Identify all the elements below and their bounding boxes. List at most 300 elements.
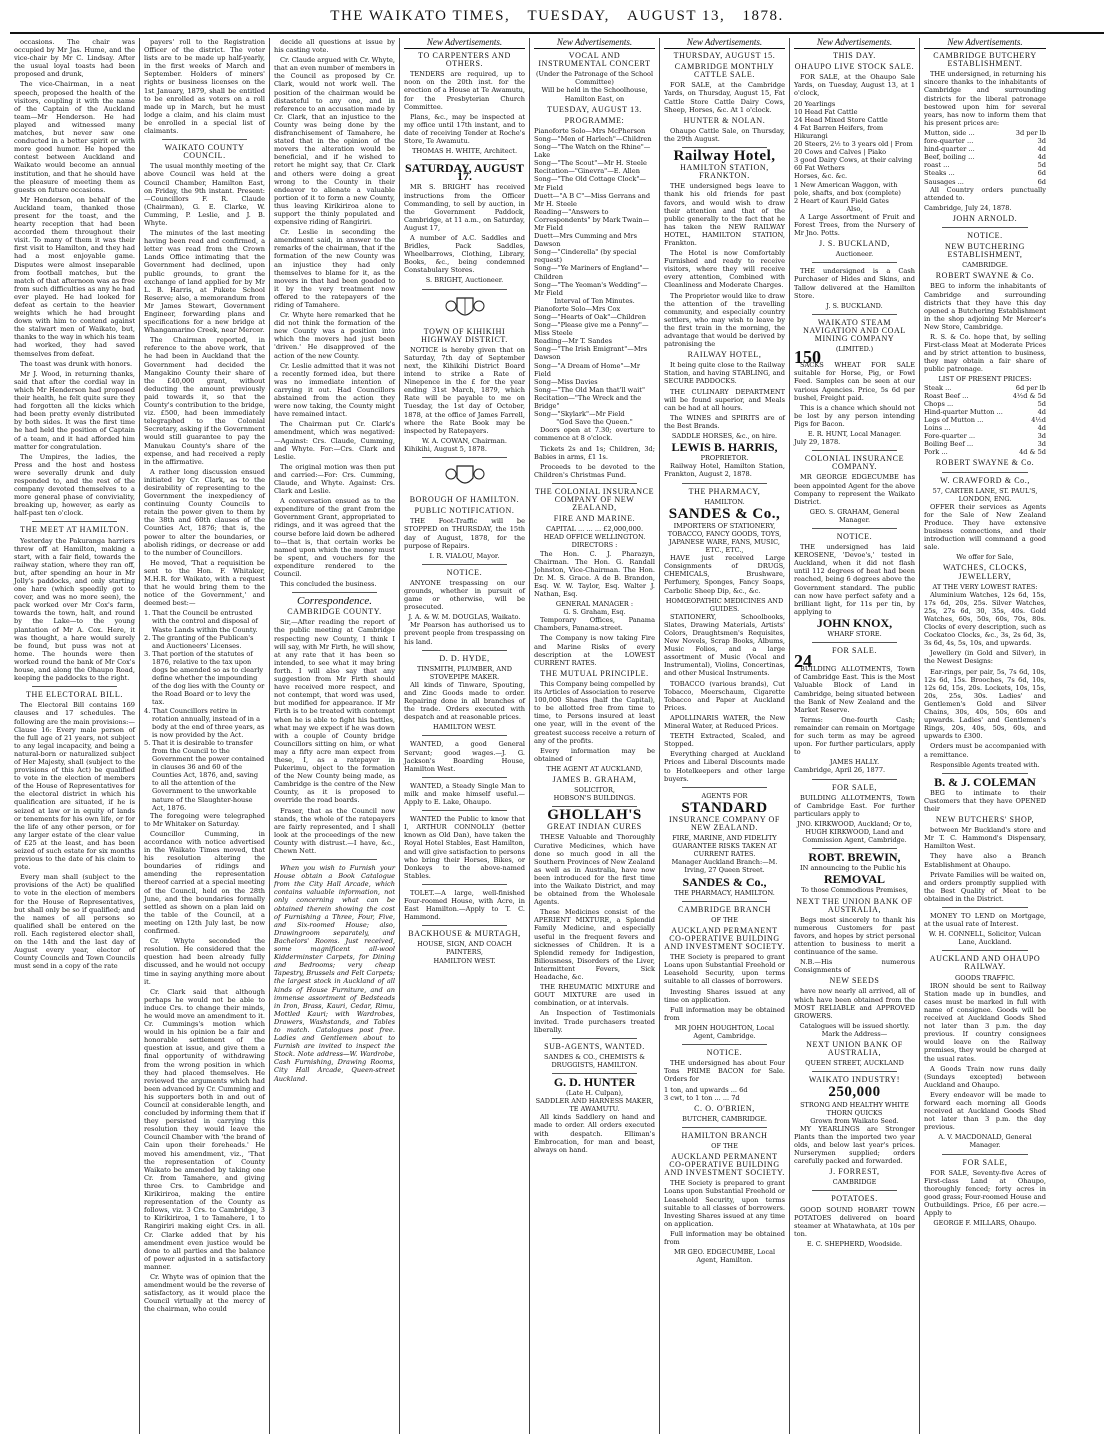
price-item: Beef, boiling ... <box>924 153 975 162</box>
divider <box>812 1071 897 1072</box>
price-row <box>924 153 1046 161</box>
ad-text: All Country orders punctually attended to. <box>924 185 1046 202</box>
ad-text: Auctioneer. <box>835 250 874 259</box>
column-7 <box>790 38 920 1434</box>
price-row <box>924 392 1046 400</box>
ad-text: THE AGENT AT AUCKLAND, <box>546 764 643 773</box>
programme-item: Song—"The Irish Emigrant"—Mrs Dawson <box>534 345 648 362</box>
ad-text: Full information may be obtained from <box>664 1229 785 1246</box>
ad-heading: TOWN OF KIHIKIHI HIGHWAY DISTRICT. <box>421 326 508 344</box>
ad-text: Everything charged at Auckland Prices and Liberal Discounts made to Hotelkeepers and other large buyers. <box>664 750 785 783</box>
column-header: New Advertisements. <box>664 38 785 49</box>
ad-subheading: PUBLIC NOTIFICATION. <box>414 506 515 516</box>
ad-text: FOR SALE, at the Cambridge Yards, on Thursday, August 15, Fat Cattle Store Cattle Dairy Cows, Sheep, Horses, &c. At 1 o'clock. <box>664 81 785 114</box>
ad-text: WHARF STORE. <box>827 630 882 638</box>
column-4 <box>400 38 530 1434</box>
ad-text: These Medicines consist of the APERIENT MIXTURE, a Splendid Family Medicine, and especially useful in the frequent fevers and sicknesses of Children. It is a Splendid remedy for Indigestion, Biliousness, Disorders of the Liver, Intermittent Fevers, Sick Headache, &c. <box>534 908 655 982</box>
price-value: 3d per lb <box>1015 128 1046 137</box>
list-item: 3. That portion of the statutes of 1876, relative to the tax upon dogs be amended so as to clearly define whether the impounding of the dog lies with the County or the Road Board or to levy the tax. <box>144 649 265 707</box>
masthead-date: AUGUST 13, <box>627 8 726 24</box>
ad-heading: J. S. BUCKLAND, <box>818 239 890 249</box>
ad-heading: ROBERT SWAYNE & Co. <box>935 458 1035 468</box>
divider <box>942 1154 1028 1155</box>
ad-text: Ear-rings, per pair, 5s, 7s 6d, 10s, 12s 6d, 15s. Brooches, 7s 6d, 10s, 12s 6d, 15s, 20s. Lockets, 10s, 15s, 20s, 25s, 30s. Ladies' and Gentlemen's Gold and Silver Chains, 30s, 40s, 50s, 60s and upwards. Ladies' and Gentlemen's Rings, 20s, 40s, 50s, 60s, and upwards to £300. <box>924 667 1046 741</box>
ad-text: Plans, &c., may be inspected at my office until 17th instant, and to date of receiving Tender at Roche's Store, Te Awamutu. <box>404 112 525 146</box>
ad-heading: SUB-AGENTS, WANTED. <box>544 1041 645 1051</box>
ad-text: (LIMITED.) <box>835 345 874 354</box>
ad-text: A. V. MACDONALD, General Manager. <box>938 1133 1032 1150</box>
price-row <box>924 145 1046 153</box>
divider <box>422 884 507 885</box>
divider <box>422 289 507 290</box>
ad-text: MR JOHN HOUGHTON, Local Agent, Cambridge. <box>674 1023 775 1041</box>
ad-heading: VOCAL AND INSTRUMENTAL CONCERT <box>538 51 651 69</box>
ad-text: HAVE just received Large Consignments of DRUGS, CHEMICALS, Brushware, Perfumery, Sponges, Fancy Soaps, Carbolic Sheep Dip, &c., &c. <box>664 554 785 595</box>
ad-heading: NOTICE. <box>836 531 873 541</box>
programme-item: Song—"The Watch on the Rhine"—Lake <box>534 143 651 160</box>
programme-item: Song—"A Dream of Home"—Mr Field <box>534 361 640 378</box>
ad-text: GEORGE F. MILLARS, Ohaupo. <box>933 1219 1037 1228</box>
ad-text: All kinds Saddlery on hand and made to order. All orders executed with despatch. Elliman's Embrocation, for man and beast, always on hand. <box>534 1113 655 1154</box>
programme-item: Reading—"Answers to Correspondents" by Mark Twain—Mr Field <box>534 207 650 232</box>
ad-text: Grown from Waikato Seed. <box>810 1116 899 1125</box>
ad-subheading: NEXT THE UNION BANK OF AUSTRALIA, <box>796 896 913 914</box>
programme-item: Song—"The Yeoman's Wedding"—Mr Field <box>534 280 648 297</box>
programme-item: Reading—Mr T. Sandes <box>534 337 613 346</box>
ad-text: R. S. & Co. hope that, by selling First-class Meat at Moderate Prices and by strict attention to business, they may obtain a fair share of public patronage. <box>924 333 1046 374</box>
ad-signature: THOMAS H. WHITE, Architect. <box>411 147 518 156</box>
ad-text: They have also a Branch Establishment at Ohaupo. <box>924 852 1046 869</box>
programme-item: Pianoforte Solo—Mrs McPherson <box>534 126 646 135</box>
ad-text: GENERAL MANAGER : <box>555 600 634 609</box>
divider <box>812 779 897 780</box>
stock-item: 20 Steers, 2½ to 3 years old | From <box>794 140 913 149</box>
coat-of-arms-icon <box>404 462 525 492</box>
divider <box>422 810 507 811</box>
programme-item: Recitation—"The Wreck and the Bridge" <box>534 393 642 411</box>
divider <box>942 773 1028 774</box>
ad-text: SADDLE HORSES, &c., on hire. <box>671 432 778 441</box>
ad-text: GEO. S. GRAHAM, General Manager. <box>809 507 900 524</box>
ad-heading: WAIKATO STEAM NAVIGATION AND COAL MINING COMPANY <box>803 317 906 343</box>
ad-text: E. R. HUNT, Local Manager. <box>807 430 902 439</box>
ad-subheading: TINSMITH, PLUMBER, AND STOVEPIPE MAKER. <box>416 664 512 681</box>
stock-item: 2 Heart of Kauri Field Gates <box>794 196 889 205</box>
ad-text: Responsible Agents treated with. <box>930 760 1040 769</box>
divider <box>162 139 247 140</box>
ad-heading: JAMES B. GRAHAM, <box>552 774 637 784</box>
article-paragraph: A rather long discussion ensued initiated by Cr. Clark, as to the desirability of representing to the Government the inexpediency of continuing County Councils to retain the power given to them by the 38th and 60th clauses of the Counties Act, 1876; that is, the power to alter the boundaries, or abolish ridings, or decrease or add to the number of Councillors. <box>144 467 265 557</box>
divider <box>812 1190 897 1191</box>
article-paragraph: He moved, 'That a requisition be sent to the Hon. F. Whitaker, M.H.R. for Waikato, with a request that he would bring them to the notice of the Government,' and deemed best:— <box>144 558 265 608</box>
ad-signature: HAMILTON WEST. <box>432 723 496 732</box>
price-row <box>924 178 1046 186</box>
ad-text: WANTED, a Steady Single Man to milk and make himself useful.—Apply to E. Lake, Ohaupo. <box>404 781 525 807</box>
article-paragraph: This concluded the business. <box>280 580 377 589</box>
divider <box>552 483 637 484</box>
article-paragraph: Mr J. Wood, in returning thanks, said that after the cordial way in which Mr Henderson had proposed their health, he felt quite sure they had forgotten all the kicks which had been pretty evenly distributed by both sides. It was the first time he had held the position of Captain of a team, and it had afforded him matter for congratulation. <box>14 369 135 451</box>
divider <box>812 262 897 263</box>
ad-text: IN announcing to the Public his <box>800 864 906 873</box>
ad-text: (Late H. Culpan), <box>565 1089 624 1098</box>
ad-heading: CAMBRIDGE BRANCH <box>678 904 771 914</box>
ad-subheading: HAMILTON STATION, FRANKTON. <box>680 163 769 181</box>
article-paragraph: The Electoral Bill contains 169 clauses and 17 schedules. The following are the main provisions:—Clause 16: Every male person of the full age of 21 years, not subject to any legal incapacity, and being a natural-born or naturalized subject of Her Majesty, shall (subject to the provisions of this Act) be qualified to vote in the election of members of the House of Representatives for the electoral district in which his qualification are situated, if he is seized at law or in equity of lands or tenements for his own life, or for the life of any other person, or for any larger estate of the clear value of £25 at the least, and has been seized of such estate for six months previous to the date of his claim to vote. <box>14 701 135 872</box>
letter-paragraph: Sir,—After reading the report of the public meeting at Cambridge respecting new County, I think I will say, with Mr Firth, he will show, at any rate that it has been so intended, to see what it may bring forth. I will also say that any suggestion from Mr Firth should have received more respect, and not contempt, that word was used, but modified for appearance. If Mr Firth is to be treated with contempt when he is able to fight his battles, what may we expect if he was down with a couple of County bridge Councillors sitting on him, or what may a fifty acre man expect from these, I, as a ratepayer in Pukerimu, object to the formation of the New County being made, as Cambridge is the centre of the New County, as it is proposed to override the road boards. <box>274 618 395 805</box>
ad-heading: WAIKATO INDUSTRY! <box>808 1075 901 1085</box>
ad-text: TOBACCO (various brands), Cut Tobacco, Meerschaum, Cigarette Tobacco and Paper at Auckland Prices. <box>664 679 785 712</box>
ad-heading: J. FORREST, <box>829 1167 880 1177</box>
ad-text: THE Society is prepared to grant Loans upon Substantial Freehold or Leasehold Security, upon terms suitable to all classes of borrowers. <box>664 953 785 986</box>
ad-text: An Inspection of Testimonials invited. Trade purchasers treated liberally. <box>534 1009 655 1034</box>
ad-text: The Hotel is now Comfortably Furnished and ready to receive visitors, where they will receive every attention, Combined with Cleanliness and Moderate Charges. <box>664 249 785 290</box>
masthead <box>10 6 1104 34</box>
price-row <box>924 161 1046 169</box>
divider <box>422 650 507 651</box>
ad-text: E. C. SHEPHERD, Woodside. <box>806 1239 903 1248</box>
ad-heading: COLONIAL INSURANCE COMPANY. <box>804 454 905 472</box>
divider <box>552 1073 637 1074</box>
column-header: New Advertisements. <box>404 38 525 49</box>
programme-item: Song—"The Scout"—Mr H. Steele <box>534 159 647 168</box>
ad-text: THE undersigned begs leave to thank his old friends for past favors, and would wish to draw their attention and that of the public generally to the fact that he has taken the NEW RAILWAY HOTEL, HAMILTON STATION, Frankton. <box>664 182 785 247</box>
programme-item: Song—"The Old Cottage Clock"—Mr Field <box>534 175 646 192</box>
ad-signature: S. BRIGHT, Auctioneer. <box>425 276 504 285</box>
letter-paragraph: Fraser, that as the Council now stands, the whole of the ratepayers are fairly represented, and I shall look at the proceedings of the new County with distrust.—I have, &c., Chewn Nett. <box>274 806 395 855</box>
ad-heading: B. & J. COLEMAN <box>934 774 1036 789</box>
divider <box>32 521 117 522</box>
column-2 <box>140 38 270 1434</box>
price-row <box>924 137 1046 145</box>
ad-text: THE undersigned has about Four Tons PRIME BACON for Sale. Orders for <box>664 1059 785 1084</box>
stock-item: Horses, &c. &c. <box>794 172 848 181</box>
ad-text: J. S. BUCKLAND. <box>826 301 883 310</box>
ad-subheading: OHAUPO LIVE STOCK SALE. <box>794 62 915 72</box>
price-item: Legs of Mutton ... <box>924 415 984 424</box>
ad-signature: I. R. VIALOU, Mayor. <box>429 551 500 560</box>
price-item: Fore-quarter ... <box>924 432 976 441</box>
price-value: 4d <box>1037 407 1046 416</box>
divider <box>682 483 767 484</box>
ad-subheading: WATCHES, CLOCKS, JEWELLERY, <box>942 563 1028 581</box>
ad-text: STATIONERY, Schoolbooks, Slates, Drawing Materials, Artists' Colors, Draughtsmen's Requisites, New Novels, Scrap Books, Albums, Music Folios, and a large assortment of Music (Vocal and Instrumental), Violins, Concertinas, and other Musical Instruments. <box>664 612 785 678</box>
ad-text: between Mr Buckland's store and Mr T. C. Hammond's Dispensary, Hamilton West. <box>924 826 1046 851</box>
ad-text: SOLICITOR, <box>574 786 615 795</box>
ad-text: It being quite close to the Railway Station, and having STABLING, and SECURE PADDOCKS. <box>664 361 785 386</box>
ad-text: Mr Pearson has authorised us to prevent people from trespassing on his land. <box>404 621 525 646</box>
ad-text: Catalogues will be issued shortly. <box>799 1021 910 1030</box>
ad-text: Terms: One-fourth Cash; remainder can remain on Mortgage for such term as may be agreed upon. For further particulars, apply to <box>794 715 915 757</box>
ad-subheading: (Under the Patronage of the School Committee) <box>535 70 654 87</box>
ad-text: STRONG AND HEALTHY WHITE THORN QUICKS <box>800 1100 909 1117</box>
divider <box>812 528 897 529</box>
divider <box>422 564 507 565</box>
price-value: 6d per lb <box>1015 383 1046 392</box>
masthead-title: THE WAIKATO TIMES, <box>330 8 511 24</box>
price-value: 6d <box>1037 177 1046 186</box>
ad-text: Jewellery (in Gold and Silver), in the Newest Designs: <box>924 649 1046 666</box>
price-item: Hind-quarter Mutton ... <box>924 407 1003 416</box>
article-paragraph: Mr Henderson, on behalf of the Auckland team, thanked those present for the toast, and the hearty reception that had been accorded them throughout their visit. To many of them it was their first visit to Hamilton, and they had had a most enjoyable game. Disputes were almost inseparable from football matches, but the match of that afternoon was as free from such difficulties as any he had ever played. He had looked for defeat as certain to the heavier weights which he had brought down with him to contend against the stalwart men of Waikato, but, thanks to the way in which his team had worked, they had saved themselves from defeat. <box>14 195 135 358</box>
price-row <box>924 384 1046 392</box>
divider <box>552 1038 637 1039</box>
ad-text: NOTICE is hereby given that on Saturday, 7th day of September next, the Kihikihi District Board intend to strike a Rate of Ninepence in the £ for the year ending 31st March, 1879, which Rate will be payable to me on Tuesday, the 1st day of October, 1878, at the office of James Farrell, where the Rate Book may be inspected by Ratepayers. <box>404 345 525 435</box>
ad-text: MR GEORGE EDGECUMBE has been appointed Agent for the above Company to represent the Waikato District. <box>794 473 915 506</box>
ad-subheading: AUCKLAND PERMANENT CO-OPERATIVE BUILDING AND INVESTMENT SOCIETY. <box>664 925 785 952</box>
ad-subheading: PROGRAMME: <box>564 115 625 125</box>
divider <box>292 859 377 860</box>
article-paragraph: occasions. The chair was occupied by Mr Jas. Hume, and the vice-chair by Mr C. Lindsay. After the usual loyal toasts had been proposed and drunk, <box>14 38 135 79</box>
ad-subheading: RAILWAY HOTEL, <box>687 350 762 360</box>
ad-heading: ROBERT SWAYNE & Co. <box>935 271 1035 281</box>
ad-text: BEG to intimate to their Customers that they have OPENED their <box>924 788 1046 813</box>
ad-text: SADDLER AND HARNESS MAKER, <box>535 1097 654 1106</box>
ad-text: Railway Hotel, Hamilton Station, Frankton, August 2, 1878. <box>664 462 785 479</box>
column-header: New Advertisements. <box>794 38 915 49</box>
stock-item: 20 Yearlings <box>794 99 836 108</box>
ad-heading: THURSDAY, AUGUST 15. <box>673 51 776 61</box>
ad-text: Aluminium Watches, 12s 6d, 15s, 17s 6d, 20s, 25s. Silver Watches, 25s, 27s 6d, 30, 35s, 40s. Gold Watches, 60s, 50s, 60s, 70s, 80s. Clocks of every description, such as Cockatoo Clocks, &c., 3s, 2s 6d, 3s, 3s 6d, 4s, 5s, 10s, and upwards. <box>924 590 1046 648</box>
ad-text: Will be held in the Schoolhouse, Hamilton East, on <box>541 86 648 103</box>
divider <box>812 450 897 451</box>
article-paragraph: Cr. Whyte seconded the resolution. He considered that the question had been already fully discussed, and he would not occupy time in saying anything more about it. <box>144 937 265 986</box>
price-value: 3d <box>1037 432 1046 441</box>
price-item: Steaks ... <box>924 169 955 178</box>
ad-heading: C. O. O'BRIEN, <box>694 1103 755 1113</box>
price-item: hind-quarter ... <box>924 145 975 154</box>
programme-item: Song—"Men of Harlech"—Children <box>534 134 652 143</box>
ad-text: W. H. CONNELL, Solicitor, Vulcan Lane, Auckland. <box>928 930 1042 947</box>
ad-text: GOOD SOUND HOBART TOWN POTATOES delivered on board steamer at Whatawhata, at 10s per ton. <box>794 1205 915 1238</box>
column-header: New Advertisements. <box>534 38 655 49</box>
programme-item: Song—"The Old Man that'll wait" <box>534 385 646 394</box>
ad-subheading: NEW BUTCHERS' SHOP, <box>935 815 1035 825</box>
divider <box>682 787 767 788</box>
ad-text: THE CULINARY DEPARTMENT will be found superior, and Meals can be had at all hours. <box>664 387 785 412</box>
ad-text: THE undersigned has laid KEROSENE, 'Devoe's,' tested in Auckland, when it did not flash until 112 degrees of heat had been reached, being 6 degrees above the Government standard. The public can now have perfect safety and a brilliant light, for 11s per tin, by applying to <box>794 543 915 616</box>
stock-item: 20 Cows and Calves | Piako <box>794 148 887 157</box>
divider <box>292 592 377 593</box>
ad-text: Temporary Offices, Panama Chambers, Panama-street. <box>534 616 655 633</box>
ad-heading: GHOLLAH'S <box>547 807 642 824</box>
price-item: Roast Beef ... <box>924 391 969 400</box>
ad-heading: HAMILTON BRANCH <box>681 1130 768 1140</box>
programme-item: Pianoforte Solo—Mrs Cox <box>534 304 621 313</box>
article-paragraph: Cr. Clark said that although perhaps he would not be able to induce Crs. to change their minds, he would move an amendment to it. Cr. Cummings's motion which would in his opinion be a fair and honorable settlement of the question at issue, and give them a final opportunity of withdrawing from the wrong position in which they had placed themselves. He reviewed the arguments which had been advanced by Cr. Cumming and his supporters both in and out of Council at considerable length, and concluded by informing them that if they persisted in carrying this resolution they would leave the Council Chamber with 'the brand of Cain upon their foreheads.' He moved his amendment, viz., 'That the representation of County Waikato be amended by taking one Cr. from Tamahere, and giving three Crs. to Cambridge and Kirikiriroa, making the entire representation of the County as follows, viz. 3 Crs. to Cambridge, 3 to Kirikiriroa, 1 to Tamahere, 1 to Rangiriri making eight Crs. in all. Cr. Clarke added that by his amendment even justice would be done to all parties and the balance of power adjusted in a satisfactory manner. <box>144 987 265 1271</box>
ad-subheading: GOODS TRAFFIC. <box>955 973 1015 982</box>
article-heading: THE MEET AT HAMILTON. <box>20 525 129 535</box>
ad-text: Doors open at 7.30; overture to commence at 8 o'clock. <box>534 426 655 443</box>
ad-text: HAMILTON. <box>704 497 745 506</box>
divider <box>682 1127 767 1128</box>
price-item: Mutton, side ... <box>924 128 975 137</box>
article-paragraph: The Umpires, the ladies, the Press and the host and hostess were severally drunk and duly responded to, and the rest of the company devoted themselves to a more general phase of conviviality, breaking up, however, as early as half-past ten o'clock. <box>14 452 135 518</box>
furnishing-notice: When you wish to Furnish your House obtain a Book Catalogue from the City Hall Arcade, which contains valuable information, not only concerning what can be obtained therein showing the cost of Furnishing a Three, Four, Five, and Six-roomed House; also, Drawingroom separately, and Bachelors' Rooms. Just received, some magnificent all-wool Kidderminster Carpets, for Dining and Bedrooms; very cheap Tapestry, Brussels and Felt Carpets; the largest stock in Auckland of all kinds of House Furniture, and an immense assortment of Bedsteads in Iron, Brass, Kauri, Cedar, Rimu, Mottled Kauri; with Wardrobes, Drawers, Washstands, and Tables to match. Catalogues post free. Ladies and Gentlemen about to Furnish are invited to inspect the Stock. Note address—W. Wardrobe, Cash Furnishing, Drawing Rooms, City Hall Arcade, Queen-street Auckland. <box>274 864 395 1083</box>
ad-text: CAPITAL ... ... ... £2,000,000. <box>545 525 644 534</box>
ad-text: MONEY TO LEND on Mortgage, at the usual rate of Interest. <box>924 912 1046 929</box>
article-paragraph: The foregoing were telegraphed to Mr Whitaker on Saturday. <box>144 811 265 828</box>
article-heading: THE ELECTORAL BILL. <box>26 690 123 700</box>
ad-heading: JOHN ARNOLD. <box>952 213 1018 223</box>
ad-text: Begs most sincerely to thank his numerous Customers for past favors, and hopes by strict personal attention to business to merit a continuance of the same. <box>794 915 915 957</box>
ad-heading: FOR SALE. <box>832 646 877 656</box>
ad-subheading: HOUSE, SIGN, AND COACH PAINTERS, <box>417 940 512 957</box>
ad-heading: FOR SALE, <box>832 782 877 792</box>
ad-signature: W. A. COWAN, Chairman. <box>422 436 507 445</box>
ad-text: Orders must be accompanied with a remittance. <box>924 742 1046 759</box>
ad-text: BUILDING ALLOTMENTS, Town of Cambridge East. This is the Most Valuable Block of Land in Cambridge, being situated between the Bank of New Zealand and the Market Reserve. <box>794 665 915 714</box>
article-paragraph: Cr. Leslie in seconding the amendment said, in answer to the remarks of the chairman, that if the formation of the new County was an injustice they had only themselves to blame for it, as the movers in that had been goaded to it by the very treatment now offered to the ratepayers of the riding of Tamahere. <box>274 228 395 309</box>
ad-text: Proceeds to be devoted to the Children's Christmas Fund. <box>534 462 655 479</box>
ad-text: SACKS WHEAT FOR SALE suitable for Horse, Pig, or Fowl Feed. Samples can be seen at our various Agencies. Price, 5s 6d per bushel, Freight paid. <box>794 361 915 402</box>
price-item: Chops ... <box>924 399 954 408</box>
article-paragraph: The minutes of the last meeting having been read and confirmed, a letter was read from the Crown Lands Office intimating that the Government had declined, upon public grounds, to grant the exchange of land applied for by Mr L. B. Harris, at Pukete School Reserve; also, a memorandum from Mr James Stewart, Government Engineer, forwarding plans and specifications for a new bridge at Whangamarino Creek, near Mercer. <box>144 229 265 335</box>
column-header: New Advertisements. <box>924 38 1046 49</box>
price-value: 5d <box>1037 161 1046 170</box>
ad-text: A Goods Train now runs daily (Sundays excepted) between Auckland and Ohaupo. <box>924 1064 1046 1089</box>
ad-heading: SANDES & Co., <box>668 505 781 522</box>
ad-text: THE Society is prepared to grant Loans upon Substantial Freehold or Leasehold Security, upon terms suitable to all classes of borrowers. Investing Shares issued at any time on application. <box>664 1179 785 1228</box>
ad-subheading: CAMBRIDGE MONTHLY CATTLE SALE. <box>674 62 775 80</box>
ad-text: This Company being compelled by its Articles of Association to reserve 100,000 Shares (half the Capital), to be allotted free from time to time, to Persons insured at least one year, will in the event of the greatest success receive a return of any of the profits. <box>534 679 655 745</box>
ad-heading: W. CRAWFORD & Co., <box>940 475 1030 485</box>
ad-heading: POTATOES. <box>831 1194 878 1204</box>
ad-text: The Company is now taking Fire and Marine Risks of every description at the LOWEST CURRENT RATES. <box>534 634 655 667</box>
article-paragraph: The Chairman put Cr. Clark's amendment, which was negatived:—Against: Crs. Claude, Cumming, and Whyte. For:—Crs. Clark and Leslie. <box>274 420 395 461</box>
article-paragraph: Cr. Whyte here remarked that he did not think the formation of the new County was a position into which the movers had just been 'driven.' He disapproved of the action of the new County. <box>274 311 395 360</box>
programme-item: Duett—"A B C"—Miss Gerrans and Mr H. Steele <box>534 191 651 208</box>
ad-text: WANTED, a good General Servant; good wages.—J. G. Jackson's Boarding House, Hamilton West. <box>404 740 525 773</box>
price-value: 4½d & 5d <box>1012 391 1046 400</box>
divider <box>422 457 507 458</box>
article-paragraph: Cr. Leslie admitted that it was not a recently formed idea, but there was no immediate intention of carrying it out. Had Councillors abstained from the action they were now taking, the County might have remained intact. <box>274 361 395 419</box>
column-8 <box>920 38 1050 1434</box>
ad-heading: THIS DAY. <box>833 51 876 61</box>
stock-item: 24 Head Mixed Store Cattle <box>794 115 888 124</box>
divider <box>682 901 767 902</box>
ad-heading: TUESDAY, AUGUST 13. <box>547 104 642 114</box>
price-row <box>924 129 1046 137</box>
ad-text: THE PHARMACY, HAMILTON. <box>674 888 775 897</box>
price-item: Steak ... <box>924 383 952 392</box>
programme-item: Song—"Cinderella" (by special request) <box>534 248 637 265</box>
divider <box>942 950 1028 951</box>
ad-text: THESE Valuable and Thoroughly Curative Medicines, which have done so much good in all the Southern Provinces of New Zealand as well as in Australia, have now been introduced for the first time into the Waikato District, and may be obtained from the Wholesale Agents. <box>534 833 655 907</box>
divider <box>812 642 897 643</box>
ad-heading: HUNTER & NOLAN. <box>683 115 766 125</box>
ad-heading: BOROUGH OF HAMILTON. <box>409 495 520 505</box>
article-paragraph: The vice-Chairman, in a neat speech, proposed the health of the visitors, coupling it with the name of the Captain of the Auckland team—Mr Henderson. He had played and witnessed many matches, but never saw one conducted in a better spirit or with more good humor. He hoped the contest between Auckland and Waikato would become an annual institution, and that he should have the pleasure of meeting them as guests on future occasions. <box>14 80 135 194</box>
price-value: 4d <box>1037 153 1046 162</box>
price-row <box>924 169 1046 177</box>
ad-subheading: NEW SEEDS <box>829 976 880 986</box>
ad-text: A number of A.C. Saddles and Bridles, Pack Saddles, Wheelbarrows, Clothing, Library, Books, &c., being condemned Constabulary Stores. <box>404 233 525 275</box>
ad-price-line: 1 ton, and upwards ... 6d <box>664 1085 748 1094</box>
ad-heading: G. D. HUNTER <box>553 1074 636 1089</box>
ad-subheading: INSURANCE COMPANY OF NEW ZEALAND. <box>669 814 780 832</box>
ad-text: TENDERS are required, up to noon on the 20th inst. for the erection of a House at Te Awamutu, for the Presbyterian Church Committee. <box>404 70 525 111</box>
ad-subheading: NEW BUTCHERING ESTABLISHMENT, <box>944 242 1026 260</box>
ad-big-number: 24 <box>794 651 812 672</box>
article-paragraph: Yesterday the Pakuranga harriers threw off at Hamilton, making a start, with a fair field, towards the railway station, where they ran off, but, after spending an hour in Mr Jolly's paddocks, and only starting one hare (which speedily got to cover, and was no more seen), the pack worked over Mr Cox's farm, towards the town, halt, and round by the Lake—to the young plantation of Mr A. Cox. Here, it was thought, a hare would surely be found, but puss was not at home. The hounds were then worked round the bank of Mr Cox's house, and along the Ohaupo Road, keeping the paddocks to the right. <box>14 536 135 683</box>
ad-heading: SATURDAY, AUGUST 17. <box>405 161 524 184</box>
ad-text: The Hon. C. J. Pharazyn, Chairman. The Hon. G. Randall Johnston, Vice-Chairman. The Hon. Dr. M. S. Grace. A de B. Brandon, Esq. W. W. Taylor, Esq. Walter J. Nathan, Esq. <box>534 549 655 598</box>
ad-subheading: FIRE AND MARINE. <box>553 514 636 524</box>
divider <box>942 227 1028 228</box>
article-paragraph: Councillor Cumming, in accordance with notice advertised in the Waikato Times moved, that his resolution altering the boundaries of ridings and amending the representation thereof carried at a special meeting of the Council, held on the 28th June, and the boundaries formally settled as shown on a plan laid on the table of the Council, at a meeting on 12th July last, be now confirmed. <box>144 829 265 936</box>
ad-text: HOBSON'S BUILDINGS. <box>553 794 636 803</box>
price-item: fore-quarter ... <box>924 137 974 146</box>
stock-item: 10 Head Fat Cattle <box>794 107 858 116</box>
ad-text: FOR SALE, Seventy-five Acres of First-class Land at Ohaupo, thoroughly fenced; forty acres in good grass; Four-roomed House and Outbuildings. Price, £6 per acre.—Apply to <box>924 1168 1046 1218</box>
ad-text: MY YEARLINGS are Stronger Plants than the imported two year olds, and below last year's prices. Nurserymen supplied; orders carefully packed and forwarded. <box>794 1124 915 1166</box>
ad-heading: THE COLONIAL INSURANCE COMPANY OF NEW ZEALAND, <box>534 486 655 513</box>
ad-text: Investing Shares issued at any time on application. <box>664 987 785 1004</box>
ad-heading: STANDARD <box>681 799 768 816</box>
ad-heading: JOHN KNOX, <box>816 615 893 630</box>
programme-item: Recitation—"Ginevra"—E. Allen <box>534 167 640 176</box>
ad-text: OFFER their services as Agents for the Sale of New Zealand Produce. They have extensive business connections, and their introduction will command a good sale. <box>924 502 1046 552</box>
ad-text: CAMBRIDGE. <box>962 261 1008 270</box>
ad-heading: FOR SALE, <box>962 1157 1008 1167</box>
ad-heading: NOTICE. <box>967 230 1003 240</box>
ad-text: BUILDING ALLOTMENTS, Town of Cambridge East. For further particulars apply to <box>794 793 915 818</box>
ad-big-number: 250,000 <box>828 1084 881 1101</box>
article-paragraph: Cr. Whyte was of opinion that the amendment would be the reverse of satisfactory, as it would place the Council virtually at the mercy of the chairman, who could <box>144 1272 265 1314</box>
divider <box>812 314 897 315</box>
price-value: 5d <box>1037 399 1046 408</box>
ad-heading: REMOVAL <box>823 872 886 887</box>
ad-text: All kinds of Tinware, Spouting, and Zinc Goods made to order. Repairing done in all branches of the trade. Orders executed with despatch and at reasonable prices. <box>404 680 525 722</box>
ad-text: 57, CARTER LANE, ST. PAUL'S, LONDON, ENG. <box>932 486 1038 503</box>
ad-text: OF THE <box>711 1141 738 1150</box>
ad-text: DIRECTORS : <box>571 541 618 550</box>
column-5 <box>530 38 660 1434</box>
stock-item: 1 New American Waggon, with pole, shafts, and box (complete) <box>794 180 901 197</box>
price-value: 3d <box>1037 440 1046 449</box>
ad-text: Ohaupo Cattle Sale, on Thursday, the 29th August. <box>664 126 785 143</box>
price-row <box>924 424 1046 432</box>
ad-text: Every endeavor will be made to forward each morning all Goods received at Auckland Goods Shed not later than 3 p.m. the day previous. <box>924 1090 1046 1132</box>
article-heading: WAIKATO COUNTY COUNCIL. <box>164 143 245 161</box>
ad-subheading: AUCKLAND PERMANENT CO-OPERATIVE BUILDING AND INVESTMENT SOCIETY. <box>664 1152 785 1178</box>
price-row <box>924 432 1046 440</box>
ad-text: To those Commodious Premises, <box>801 886 908 895</box>
ad-heading: BACKHOUSE & MURTAGH, <box>408 929 521 939</box>
ad-text: TOLET.—A large, well-finished Four-roomed House, with Acre, in East Hamilton.—Apply to T. C. Hammond. <box>404 888 525 922</box>
ad-heading: ROBT. BREWIN, <box>808 850 901 865</box>
ad-heading: THE PHARMACY, <box>688 486 761 496</box>
ad-text: AT THE VERY LOWEST RATES: <box>932 582 1038 591</box>
ad-text: APOLLINARIS WATER, the New Mineral Water, at Reduced Prices. <box>664 713 785 731</box>
list-item: 5. That it is desirable to transfer from the Council to the Government the power contained in clauses 36 and 60 of the Counties Act, 1876, and, saving to all the attention of the Government to the unworkable nature of the Slaughter-house Act, 1876. <box>144 738 265 812</box>
article-paragraph: decide all questions at issue by his casting vote. <box>274 38 395 55</box>
ad-text: Tickets 2s and 1s; Children, 3d; Babies in arms, £1 1s. <box>534 444 655 461</box>
ad-subheading: NEXT UNION BANK OF AUSTRALIA, <box>806 1040 903 1058</box>
programme-item: Song—"Please give me a Penny"—Miss Steele <box>534 321 649 338</box>
programme-item: Duett—Mrs Cumming and Mrs Dawson <box>534 232 637 249</box>
price-value: 6d <box>1037 169 1046 178</box>
ad-text: OF THE <box>711 915 738 924</box>
ad-text: QUEEN STREET, AUCKLAND <box>805 1059 904 1068</box>
ad-address: HAMILTON WEST. <box>433 956 496 965</box>
price-item: Sausages ... <box>924 177 964 186</box>
price-row <box>924 440 1046 448</box>
ad-text: SANDES & CO., CHEMISTS & DRUGGISTS, HAMILTON. <box>544 1052 645 1069</box>
stock-item: 60 Fat Wethers <box>794 164 845 173</box>
ad-heading: D. D. HYDE, <box>439 653 490 663</box>
article-heading: CAMBRIDGE COUNTY. <box>287 607 382 617</box>
